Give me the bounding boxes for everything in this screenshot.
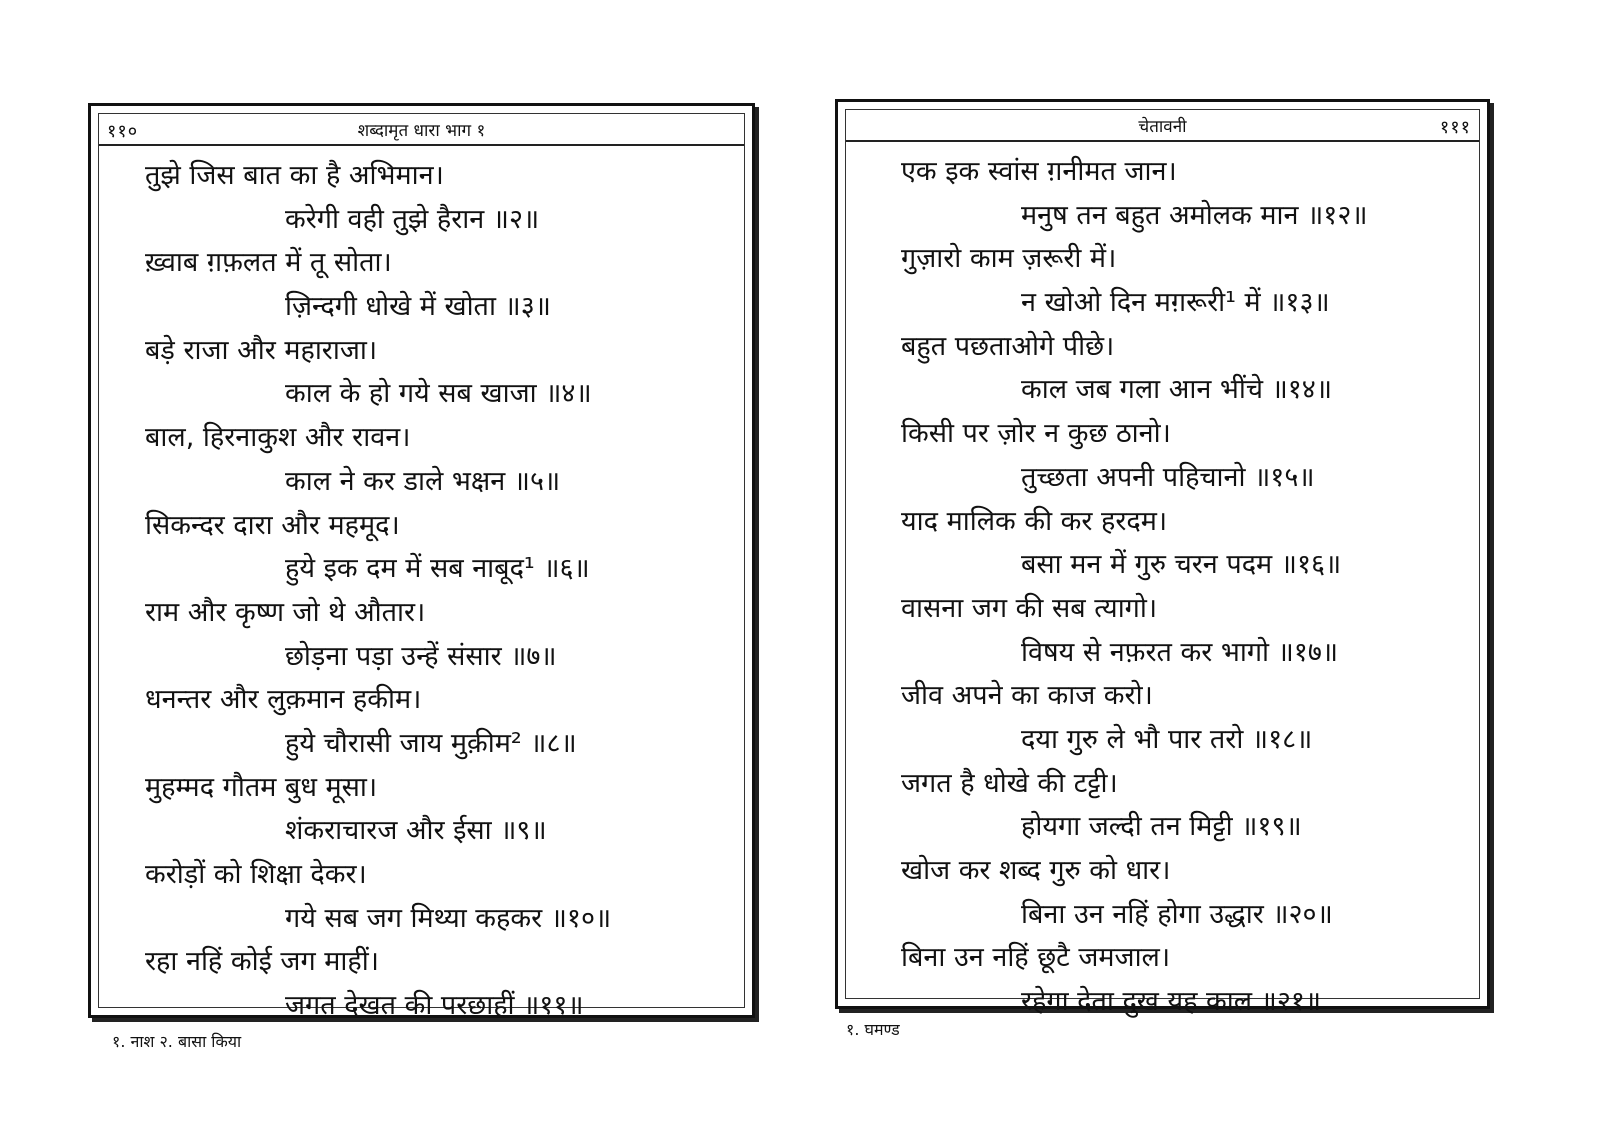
verse-line: छोड़ना पड़ा उन्हें संसार ॥७॥ — [285, 640, 557, 672]
right-page-footnote: १. घमण्ड — [846, 1020, 900, 1039]
verse-line: बड़े राजा और महाराजा। — [145, 334, 378, 366]
verse-line: मुहम्मद गौतम बुध मूसा। — [145, 771, 378, 803]
verse-line: धनन्तर और लुक़मान हकीम। — [145, 684, 422, 716]
verse-line: हुये चौरासी जाय मुक़ीम² ॥८॥ — [285, 727, 577, 759]
verse-line: बिना उन नहिं छूटै जमजाल। — [901, 942, 1171, 974]
left-page — [88, 103, 755, 1022]
verse-line: किसी पर ज़ोर न कुछ ठानो। — [901, 418, 1171, 450]
verse-line: वासना जग की सब त्यागो। — [901, 592, 1158, 624]
right-page-header — [846, 110, 1479, 142]
right-page-frame — [845, 109, 1480, 1018]
left-page-running-title: शब्दामृत धारा भाग १ — [357, 121, 486, 141]
verse-line: सिकन्दर दारा और महमूद। — [145, 509, 400, 541]
verse-line: मनुष तन बहुत अमोलक मान ॥१२॥ — [1021, 199, 1368, 231]
left-verse-list — [99, 154, 744, 1028]
verse-line: तुझे जिस बात का है अभिमान। — [145, 160, 444, 191]
verse-line: विषय से नफ़रत कर भागो ॥१७॥ — [1021, 636, 1339, 668]
verse-line: तुच्छता अपनी पहिचानो ॥१५॥ — [1021, 461, 1315, 493]
verse-line: करोड़ों को शिक्षा देकर। — [145, 859, 367, 890]
right-page-running-title: चेतावनी — [1138, 117, 1187, 137]
verse-line: ज़िन्दगी धोखे में खोता ॥३॥ — [285, 291, 551, 323]
verse-line: राम और कृष्ण जो थे औतार। — [145, 596, 426, 628]
right-page — [835, 99, 1490, 1018]
verse-line: याद मालिक की कर हरदम। — [901, 505, 1168, 537]
right-verse-list — [846, 150, 1479, 1024]
verse-line: जगत है धोखे की टट्टी। — [901, 767, 1118, 799]
verse-line: रहेगा देता दुख यह काल ॥२१॥ — [1021, 986, 1322, 1018]
verse-line: ख़्वाब ग़फ़लत में तू सोता। — [145, 247, 392, 279]
verse-line: शंकराचारज और ईसा ॥९॥ — [285, 815, 547, 847]
verse-line: खोज कर शब्द गुरु को धार। — [901, 855, 1171, 886]
verse-line: काल ने कर डाले भक्षन ॥५॥ — [285, 465, 561, 497]
verse-line: एक इक स्वांस ग़नीमत जान। — [901, 156, 1177, 187]
verse-line: काल जब गला आन भींचे ॥१४॥ — [1021, 374, 1333, 406]
verse-line: होयगा जल्दी तन मिट्टी ॥१९॥ — [1021, 811, 1302, 843]
left-page-header — [99, 114, 744, 146]
right-page-number: १११ — [1439, 117, 1471, 138]
verse-line: जगत देखत की परछाहीं ॥११॥ — [285, 990, 584, 1022]
verse-line: गुज़ारो काम ज़रूरी में। — [901, 243, 1117, 275]
verse-line: रहा नहिं कोई जग माहीं। — [145, 946, 379, 978]
verse-line: करेगी वही तुझे हैरान ॥२॥ — [285, 203, 540, 235]
verse-line: गये सब जग मिथ्या कहकर ॥१०॥ — [285, 902, 612, 934]
verse-line: बिना उन नहिं होगा उद्धार ॥२०॥ — [1021, 898, 1333, 930]
verse-line: हुये इक दम में सब नाबूद¹ ॥६॥ — [285, 553, 590, 585]
verse-line: बाल, हिरनाकुश और रावन। — [145, 422, 411, 454]
left-page-number: ११० — [107, 121, 139, 142]
verse-line: काल के हो गये सब खाजा ॥४॥ — [285, 378, 592, 410]
verse-line: बहुत पछताओगे पीछे। — [901, 330, 1115, 362]
verse-line: बसा मन में गुरु चरन पदम ॥१६॥ — [1021, 549, 1342, 581]
verse-line: न खोओ दिन मग़रूरी¹ में ॥१३॥ — [1021, 287, 1330, 319]
verse-line: जीव अपने का काज करो। — [901, 680, 1153, 712]
verse-line: दया गुरु ले भौ पार तरो ॥१८॥ — [1021, 723, 1313, 755]
left-page-frame — [98, 113, 745, 1022]
left-page-footnote: १. नाश २. बासा किया — [112, 1032, 242, 1051]
